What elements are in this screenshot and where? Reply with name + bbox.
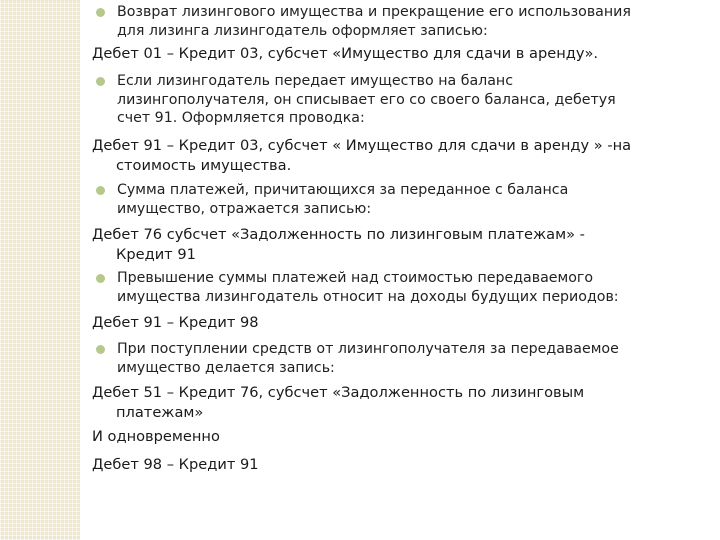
- text-line: для лизинга лизингодатель оформляет записью:: [117, 22, 488, 39]
- posting-debit-91-credit-98: [92, 313, 712, 333]
- text-line: Дебет 51 – Кредит 76, субсчет «Задолженность по лизинговым: [92, 384, 585, 401]
- posting-debit-98-credit-91: [92, 455, 712, 475]
- bullet-icon: [96, 8, 105, 17]
- text-line: При поступлении средств от лизингополучателя за передаваемое: [117, 341, 619, 357]
- text-simultaneously: [92, 427, 712, 447]
- bullet-icon: [96, 186, 105, 195]
- text-line: лизингополучателя, он списывает его со своего баланса, дебетуя: [117, 91, 616, 108]
- text-line: имущество делается запись:: [117, 359, 335, 376]
- text-line: Дебет 98 – Кредит 91: [92, 456, 259, 473]
- text-line: Кредит 91: [116, 245, 196, 263]
- text-line: И одновременно: [92, 428, 220, 445]
- posting-debit-51-credit-76: [92, 383, 712, 422]
- bullet-sum-of-payments: [117, 181, 720, 218]
- text-line: платежам»: [116, 403, 204, 421]
- text-line: Если лизингодатель передает имущество на баланс: [117, 73, 513, 89]
- bullet-icon: [96, 77, 105, 86]
- bullet-icon: [96, 345, 105, 354]
- posting-debit-76-credit-91: [92, 225, 712, 264]
- text-line: Возврат лизингового имущества и прекращение его использования: [117, 4, 631, 20]
- text-line: Дебет 76 субсчет «Задолженность по лизинговым платежам» -: [92, 226, 585, 243]
- posting-debit-01-credit-03: [92, 44, 712, 64]
- text-line: Сумма платежей, причитающихся за переданное с баланса: [117, 182, 569, 198]
- posting-debit-91-credit-03: [92, 136, 712, 175]
- text-line: Превышение суммы платежей над стоимостью передаваемого: [117, 270, 594, 286]
- bullet-return-of-leased-asset: [117, 3, 720, 40]
- text-line: Дебет 01 – Кредит 03, субсчет «Имущество для сдачи в аренду».: [92, 45, 599, 62]
- bullet-transfer-to-lessee-balance: [117, 72, 720, 128]
- text-line: стоимость имущества.: [116, 156, 292, 174]
- text-line: имущество, отражается записью:: [117, 200, 372, 217]
- text-line: Дебет 91 – Кредит 03, субсчет « Имущество для сдачи в аренду » -на: [92, 137, 632, 154]
- bullet-excess-of-payments: [117, 269, 720, 306]
- bullet-icon: [96, 274, 105, 283]
- text-line: счет 91. Оформляется проводка:: [117, 110, 365, 126]
- bullet-receipt-of-funds: [117, 340, 720, 377]
- text-line: имущества лизингодатель относит на доходы будущих периодов:: [117, 288, 619, 305]
- text-line: Дебет 91 – Кредит 98: [92, 314, 259, 331]
